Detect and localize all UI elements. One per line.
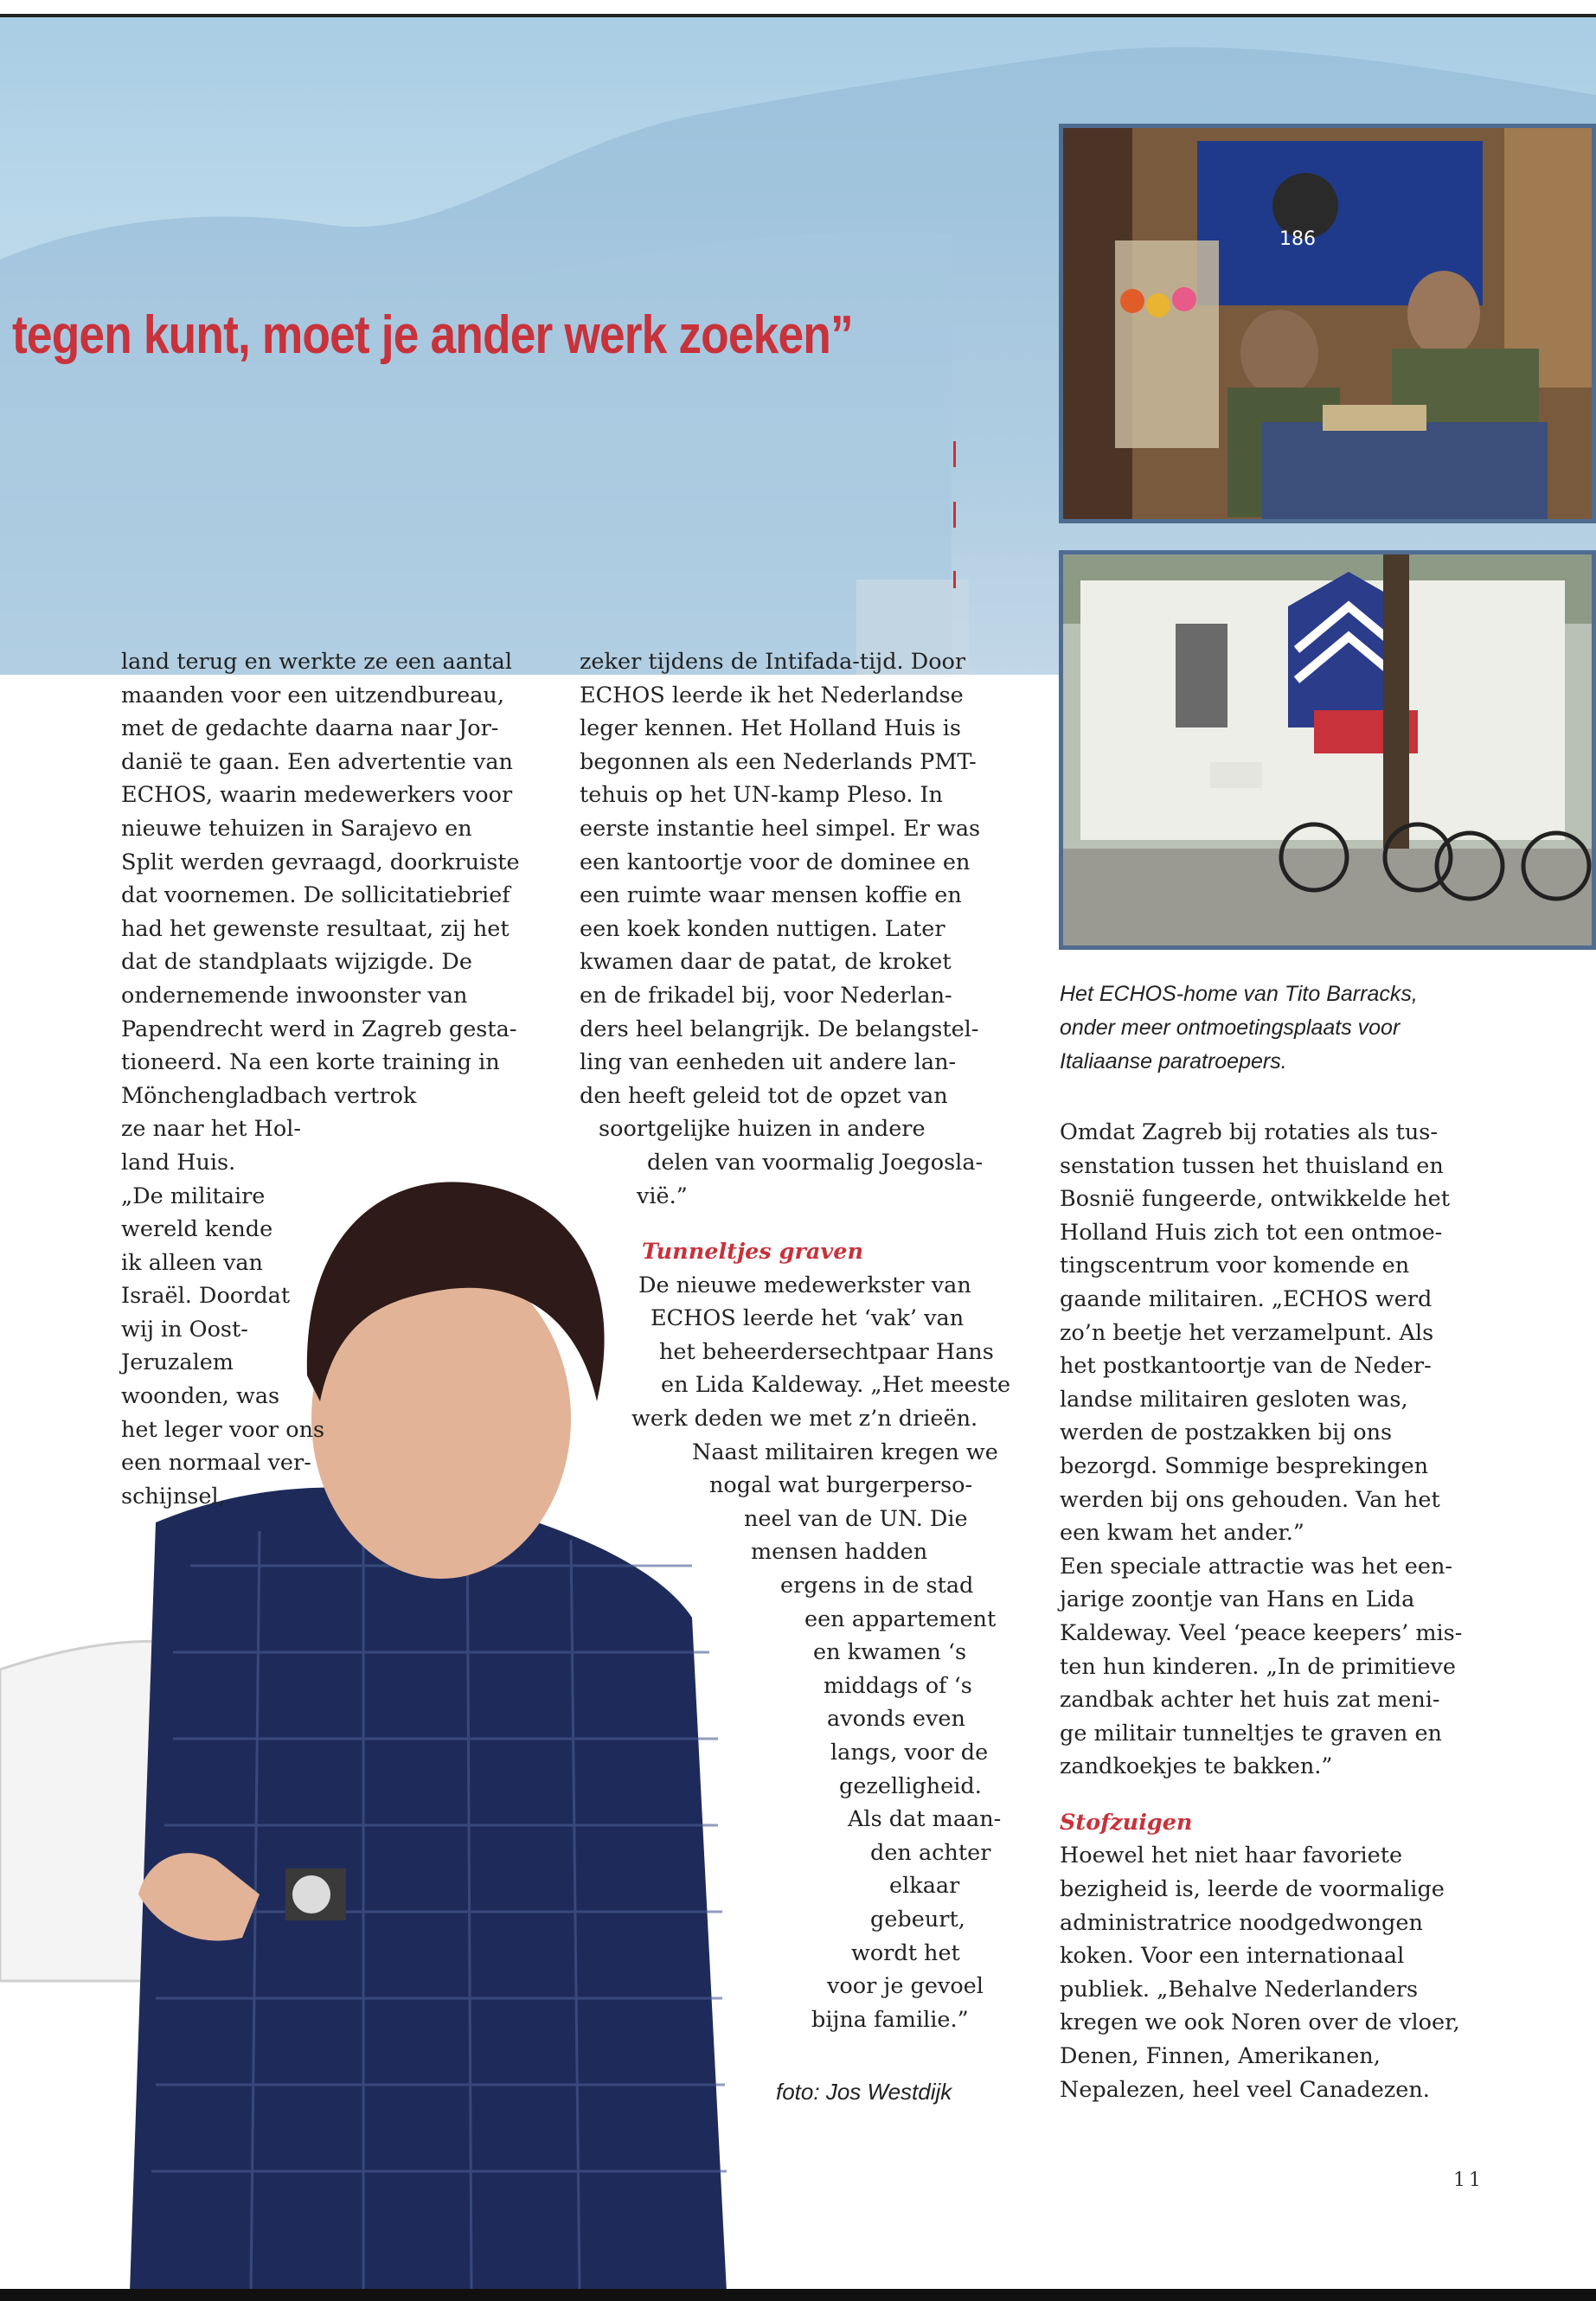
text-line: had het gewenste resultaat, zij het [121, 915, 510, 942]
text-line: met de gedachte daarna naar Jor- [121, 715, 499, 742]
text-line: vië.” [637, 1183, 688, 1209]
text-line: „De militaire [121, 1183, 266, 1209]
text-line: dat de standplaats wijzigde. De [121, 949, 472, 976]
caption-line: Italiaanse paratroepers. [1060, 1049, 1287, 1074]
text-line: begonnen als een Nederlands PMT- [580, 748, 977, 775]
headline: tegen kunt, moet je ander werk zoeken” [12, 305, 853, 365]
text-line: soortgelijke huizen in andere [599, 1116, 926, 1143]
text-line: tingscentrum voor komende en [1060, 1253, 1410, 1279]
text-line: publiek. „Behalve Nederlanders [1060, 1976, 1419, 2003]
photo-credit: foto: Jos Westdijk [776, 2079, 952, 2105]
photo-echos-home [1059, 550, 1596, 950]
caption-line: onder meer ontmoetingsplaats voor [1060, 1016, 1401, 1040]
text-line: een kwam het ander.” [1060, 1520, 1304, 1547]
text-line: en Lida Kaldeway. „Het meeste [661, 1372, 1011, 1399]
text-line: gebeurt, [870, 1906, 965, 1932]
text-line: senstation tussen het thuisland en [1060, 1152, 1444, 1179]
text-line: Hoewel het niet haar favoriete [1060, 1843, 1403, 1869]
text-line: werk deden we met z’n drieën. [631, 1406, 978, 1433]
text-line: ge militair tunneltjes te graven en [1060, 1720, 1442, 1747]
text-line: ders heel belangrijk. De belangstel- [580, 1016, 979, 1042]
text-line: delen van voormalig Joegosla- [647, 1149, 984, 1176]
article-column-1 [121, 645, 520, 1513]
text-line: bezigheid is, leerde de voormalige [1060, 1876, 1445, 1903]
text-line: ECHOS leerde het ‘vak’ van [651, 1305, 965, 1332]
photo-soldiers-chess [1059, 124, 1596, 523]
text-line: werden bij ons gehouden. Van het [1060, 1486, 1440, 1513]
text-line: nieuwe tehuizen in Sarajevo en [121, 815, 472, 842]
text-line: langs, voor de [830, 1740, 989, 1766]
text-line: het leger voor ons [121, 1416, 325, 1443]
text-line: Israël. Doordat [121, 1283, 291, 1310]
text-line: jarige zoontje van Hans en Lida [1060, 1586, 1415, 1613]
text-line: een normaal ver- [121, 1450, 311, 1477]
text-line: dat voornemen. De sollicitatiebrief [121, 882, 510, 909]
text-line: wordt het [851, 1939, 960, 1966]
bottom-rule [0, 2289, 1596, 2301]
text-line: een appartement [804, 1606, 997, 1632]
text-line: avonds even [827, 1706, 965, 1733]
text-line: den heeft geleid tot de opzet van [580, 1082, 948, 1109]
text-line: nogal wat burgerperso- [709, 1472, 973, 1499]
text-line: schijnsel, [121, 1483, 226, 1509]
text-line: danië te gaan. Een advertentie van [121, 748, 513, 775]
text-line: elkaar [889, 1873, 960, 1900]
subhead-tunneltjes: Tunneltjes graven [642, 1239, 863, 1266]
text-line: ze naar het Hol- [121, 1116, 301, 1143]
text-line: Nepalezen, heel veel Canadezen. [1060, 2076, 1430, 2103]
text-line: landse militairen gesloten was, [1060, 1386, 1408, 1413]
text-line: zeker tijdens de Intifada-tijd. Door [580, 649, 966, 675]
text-line: een kantoortje voor de dominee en [580, 849, 971, 875]
text-line: gezelligheid. [839, 1772, 982, 1799]
decorative-marks [953, 441, 957, 631]
text-line: ergens in de stad [780, 1573, 974, 1599]
text-line: ten hun kinderen. „In de primitieve [1060, 1653, 1456, 1680]
text-line: tioneerd. Na een korte training in [121, 1049, 500, 1076]
text-line: maanden voor een uitzendbureau, [121, 682, 504, 708]
text-line: Naast militairen kregen we [692, 1439, 998, 1465]
text-line: land Huis. [121, 1149, 236, 1176]
text-line: ik alleen van [121, 1249, 263, 1276]
text-line: werden de postzakken bij ons [1060, 1420, 1393, 1446]
text-line: gaande militairen. „ECHOS werd [1060, 1285, 1433, 1312]
text-line: eerste instantie heel simpel. Er was [580, 815, 981, 842]
text-line: middags of ‘s [824, 1672, 972, 1699]
text-line: De nieuwe medewerkster van [638, 1272, 971, 1298]
text-line: Een speciale attractie was het een- [1060, 1553, 1453, 1580]
text-line: zandbak achter het huis zat meni- [1060, 1687, 1440, 1714]
text-line: kregen we ook Noren over de vloer, [1060, 2009, 1460, 2036]
text-line: bezorgd. Sommige besprekingen [1060, 1452, 1429, 1479]
top-rule [0, 14, 1596, 17]
text-line: koken. Voor een internationaal [1060, 1943, 1405, 1970]
text-line: Mönchengladbach vertrok [121, 1082, 417, 1109]
text-line: Split werden gevraagd, doorkruiste [121, 849, 520, 875]
text-line: en de frikadel bij, voor Nederlan- [580, 982, 952, 1009]
text-line: administratrice noodgedwongen [1060, 1909, 1423, 1936]
article-column-2 [580, 645, 1010, 2036]
text-line: neel van de UN. Die [744, 1505, 968, 1532]
caption-line: Het ECHOS-home van Tito Barracks, [1060, 982, 1418, 1006]
text-line: ECHOS, waarin medewerkers voor [121, 782, 513, 809]
text-line: Holland Huis zich tot een ontmoe- [1060, 1219, 1443, 1246]
text-line: tehuis op het UN-kamp Pleso. In [580, 782, 943, 809]
subhead-stofzuigen: Stofzuigen [1060, 1809, 1193, 1836]
text-line: ling van eenheden uit andere lan- [580, 1049, 957, 1076]
text-line: een koek konden nuttigen. Later [580, 915, 945, 942]
text-line: Jeruzalem [121, 1349, 234, 1376]
text-line: zo’n beetje het verzamelpunt. Als [1060, 1319, 1434, 1346]
text-line: woonden, was [121, 1383, 280, 1410]
text-line: bijna familie.” [811, 2006, 969, 2033]
text-line: Omdat Zagreb bij rotaties als tus- [1060, 1119, 1439, 1145]
text-line: wij in Oost- [121, 1316, 248, 1343]
text-line: en kwamen ‘s [813, 1639, 967, 1666]
text-line: een ruimte waar mensen koffie en [580, 882, 962, 909]
text-line: zandkoekjes te bakken.” [1060, 1753, 1333, 1780]
text-line: den achter [870, 1839, 991, 1866]
text-line: ondernemende inwoonster van [121, 982, 468, 1009]
text-line: kwamen daar de patat, de kroket [580, 949, 952, 976]
text-line: leger kennen. Het Holland Huis is [580, 715, 961, 742]
text-line: het beheerdersechtpaar Hans [659, 1338, 994, 1365]
text-line: wereld kende [121, 1216, 273, 1243]
text-line: Als dat maan- [848, 1806, 1002, 1833]
photo-caption [1060, 977, 1418, 1079]
text-line: het postkantoortje van de Neder- [1060, 1353, 1432, 1380]
text-line: mensen hadden [751, 1539, 928, 1566]
flag-text: 186 [1279, 228, 1316, 250]
article-column-3 [1060, 1116, 1462, 2106]
page-number: 11 [1453, 2170, 1484, 2191]
text-line: voor je gevoel [827, 1973, 984, 2000]
text-line: ECHOS leerde ik het Nederlandse [580, 682, 964, 708]
text-line: Kaldeway. Veel ‘peace keepers’ mis- [1060, 1619, 1463, 1646]
text-line: Denen, Finnen, Amerikanen, [1060, 2043, 1381, 2070]
text-line: Bosnië fungeerde, ontwikkelde het [1060, 1186, 1450, 1213]
text-line: land terug en werkte ze een aantal [121, 649, 512, 675]
text-line: Papendrecht werd in Zagreb gesta- [121, 1016, 517, 1042]
